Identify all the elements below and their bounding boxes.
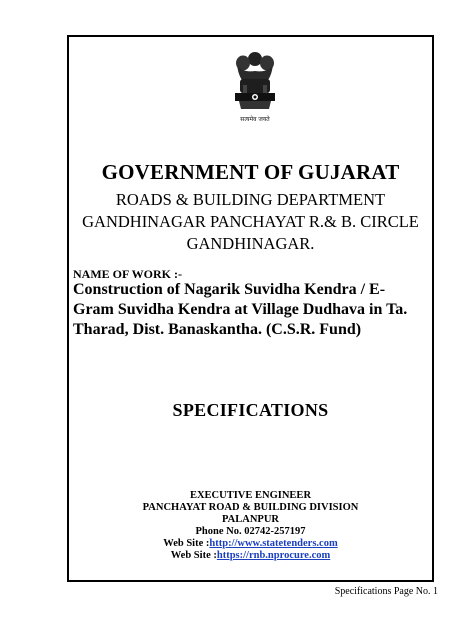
- work-description-line-2: Gram Suvidha Kendra at Village Dudhava in Ta.: [73, 301, 408, 318]
- website-line-2: [67, 550, 434, 562]
- work-description-line-3: Tharad, Dist. Banaskantha. (C.S.R. Fund): [73, 321, 362, 338]
- name-of-work-label: NAME OF WORK :-: [73, 267, 182, 281]
- work-description-line-1: Construction of Nagarik Suvidha Kendra / E-: [73, 281, 386, 298]
- page-footer: Specifications Page No. 1: [334, 586, 438, 597]
- website-link-2[interactable]: https://rnb.nprocure.com: [216, 550, 331, 561]
- document-title: SPECIFICATIONS: [172, 400, 329, 420]
- website-label-1: Web Site :: [163, 538, 210, 549]
- name-of-work-description: [73, 280, 407, 340]
- department-line-3: GANDHINAGAR.: [186, 234, 315, 253]
- national-emblem-icon: [223, 49, 287, 125]
- office-address-block: [67, 490, 434, 562]
- officer-designation: EXECUTIVE ENGINEER: [189, 490, 312, 501]
- division-name: PANCHAYAT ROAD & BUILDING DIVISION: [142, 502, 359, 513]
- emblem-motto: सत्यमेव जयते: [240, 116, 270, 123]
- website-line-1: [67, 538, 434, 550]
- department-line-1: ROADS & BUILDING DEPARTMENT: [115, 190, 386, 209]
- office-phone: Phone No. 02742-257197: [195, 526, 306, 537]
- website-link-1[interactable]: http://www.statetenders.com: [209, 538, 338, 549]
- website-label-2: Web Site :: [170, 550, 217, 561]
- department-line-2: GANDHINAGAR PANCHAYAT R.& B. CIRCLE: [82, 212, 419, 231]
- office-city: PALANPUR: [222, 514, 279, 525]
- government-title: GOVERNMENT OF GUJARAT: [101, 160, 400, 184]
